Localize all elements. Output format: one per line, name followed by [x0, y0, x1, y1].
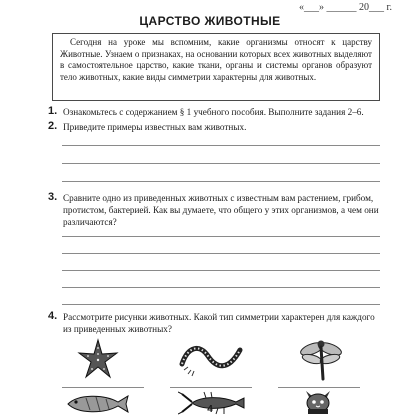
intro-box: Сегодня на уроке мы вспомним, какие организмы относят к царству Животные. Узнаем о признаках, на основании которых всех животных выделяют в самостоятельное царство, какие ткани, органы и системы органов образуют тело животных, какие виды симметрии характерны для животных. [52, 33, 380, 101]
answer-line[interactable] [62, 387, 144, 388]
answer-line[interactable] [62, 287, 380, 288]
starfish-icon [76, 338, 120, 380]
task-text: Рассмотрите рисунки животных. Какой тип симметрии характерен для каждого из приведенных животных? [63, 312, 375, 334]
worm-icon [178, 336, 244, 380]
answer-line[interactable] [62, 236, 380, 237]
task-number: 1. [48, 105, 58, 117]
task-text: Приведите примеры известных вам животных. [63, 122, 247, 132]
answer-line[interactable] [170, 387, 252, 388]
task-3 [48, 192, 384, 228]
answer-line[interactable] [62, 145, 380, 146]
answer-line[interactable] [62, 270, 380, 271]
task-text: Сравните одно из приведенных животных с известным вам растением, грибом, протистом, бактерией. Как вы думаете, что общего у этих организмов, а чем они различаются? [63, 193, 379, 227]
task-text: Ознакомьтесь с содержанием § 1 учебного пособия. Выполните задания 2–6. [63, 107, 364, 117]
answer-line[interactable] [62, 181, 380, 182]
answer-line[interactable] [62, 253, 380, 254]
task-number: 3. [48, 191, 58, 203]
answer-line[interactable] [62, 304, 380, 305]
dragonfly-icon [296, 335, 346, 383]
page-title: ЦАРСТВО ЖИВОТНЫЕ [139, 14, 281, 28]
task-number: 4. [48, 310, 58, 322]
task-4 [48, 311, 384, 335]
task-number: 2. [48, 120, 58, 132]
page-number: 4 [207, 404, 213, 415]
date-field: «___» ______ 20___ г. [299, 2, 392, 13]
task-2 [48, 121, 384, 133]
answer-line[interactable] [62, 163, 380, 164]
task-1 [48, 106, 384, 118]
